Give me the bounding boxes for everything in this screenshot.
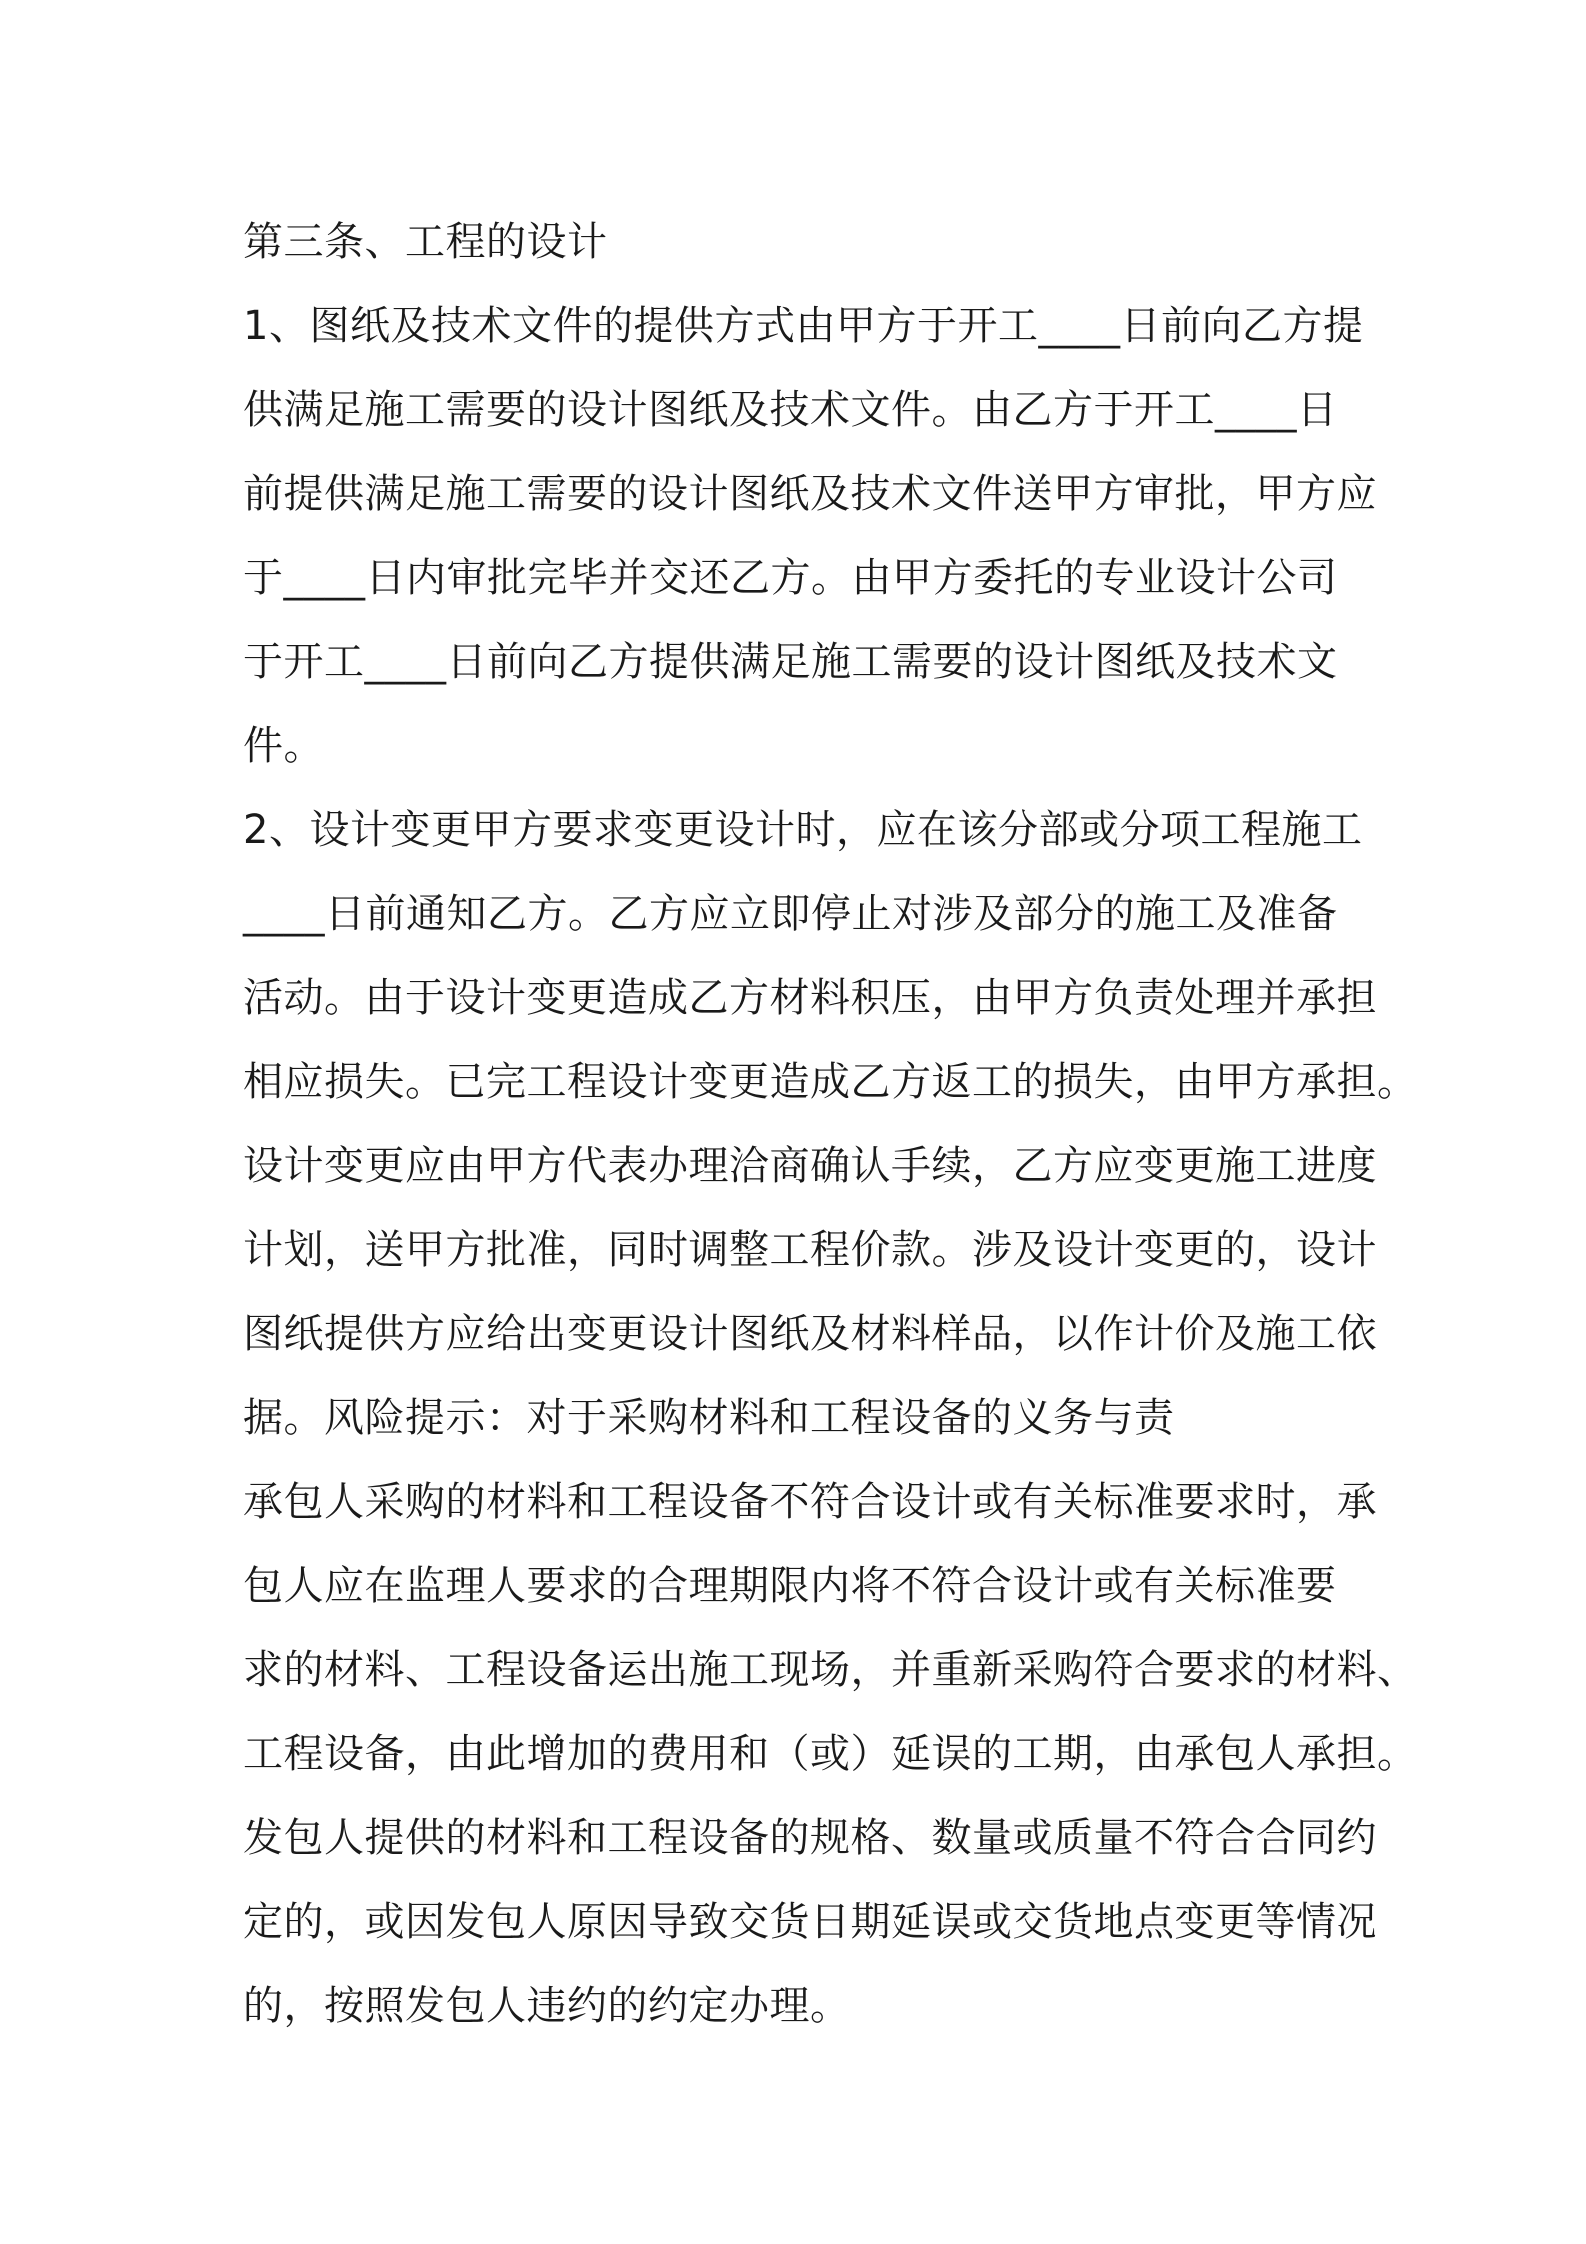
paragraph-line: ____日前通知乙方。乙方应立即停止对涉及部分的施工及准备	[243, 891, 1338, 937]
paragraph-line: 前提供满足施工需要的设计图纸及技术文件送甲方审批，甲方应	[243, 471, 1377, 517]
section-heading: 第三条、工程的设计	[243, 219, 608, 265]
paragraph-line: 活动。由于设计变更造成乙方材料积压，由甲方负责处理并承担	[243, 975, 1377, 1021]
paragraph-line: 于开工____日前向乙方提供满足施工需要的设计图纸及技术文	[243, 639, 1338, 685]
paragraph-line: 件。	[243, 723, 324, 769]
paragraph-line: 2、设计变更甲方要求变更设计时，应在该分部或分项工程施工	[243, 807, 1363, 853]
paragraph-line: 的，按照发包人违约的约定办理。	[243, 1983, 851, 2029]
paragraph-line: 图纸提供方应给出变更设计图纸及材料样品，以作计价及施工依	[243, 1311, 1377, 1357]
risk-note-line: 据。风险提示：对于采购材料和工程设备的义务与责	[243, 1395, 1175, 1441]
paragraph-line: 工程设备，由此增加的费用和（或）延误的工期，由承包人承担。	[243, 1731, 1418, 1777]
paragraph-line: 求的材料、工程设备运出施工现场，并重新采购符合要求的材料、	[243, 1647, 1418, 1693]
paragraph-line: 相应损失。已完工程设计变更造成乙方返工的损失，由甲方承担。	[243, 1059, 1418, 1105]
paragraph-line: 供满足施工需要的设计图纸及技术文件。由乙方于开工____日	[243, 387, 1338, 433]
paragraph-line: 计划，送甲方批准，同时调整工程价款。涉及设计变更的，设计	[243, 1227, 1377, 1273]
paragraph-line: 于____日内审批完毕并交还乙方。由甲方委托的专业设计公司	[243, 555, 1338, 601]
paragraph-line: 1、图纸及技术文件的提供方式由甲方于开工____日前向乙方提	[243, 303, 1364, 349]
paragraph-line: 包人应在监理人要求的合理期限内将不符合设计或有关标准要	[243, 1563, 1337, 1609]
paragraph-line: 发包人提供的材料和工程设备的规格、数量或质量不符合合同约	[243, 1815, 1377, 1861]
paragraph-line: 承包人采购的材料和工程设备不符合设计或有关标准要求时，承	[243, 1479, 1377, 1525]
paragraph-line: 设计变更应由甲方代表办理洽商确认手续，乙方应变更施工进度	[243, 1143, 1377, 1189]
paragraph-line: 定的，或因发包人原因导致交货日期延误或交货地点变更等情况	[243, 1899, 1377, 1945]
document-body	[243, 200, 1418, 2048]
